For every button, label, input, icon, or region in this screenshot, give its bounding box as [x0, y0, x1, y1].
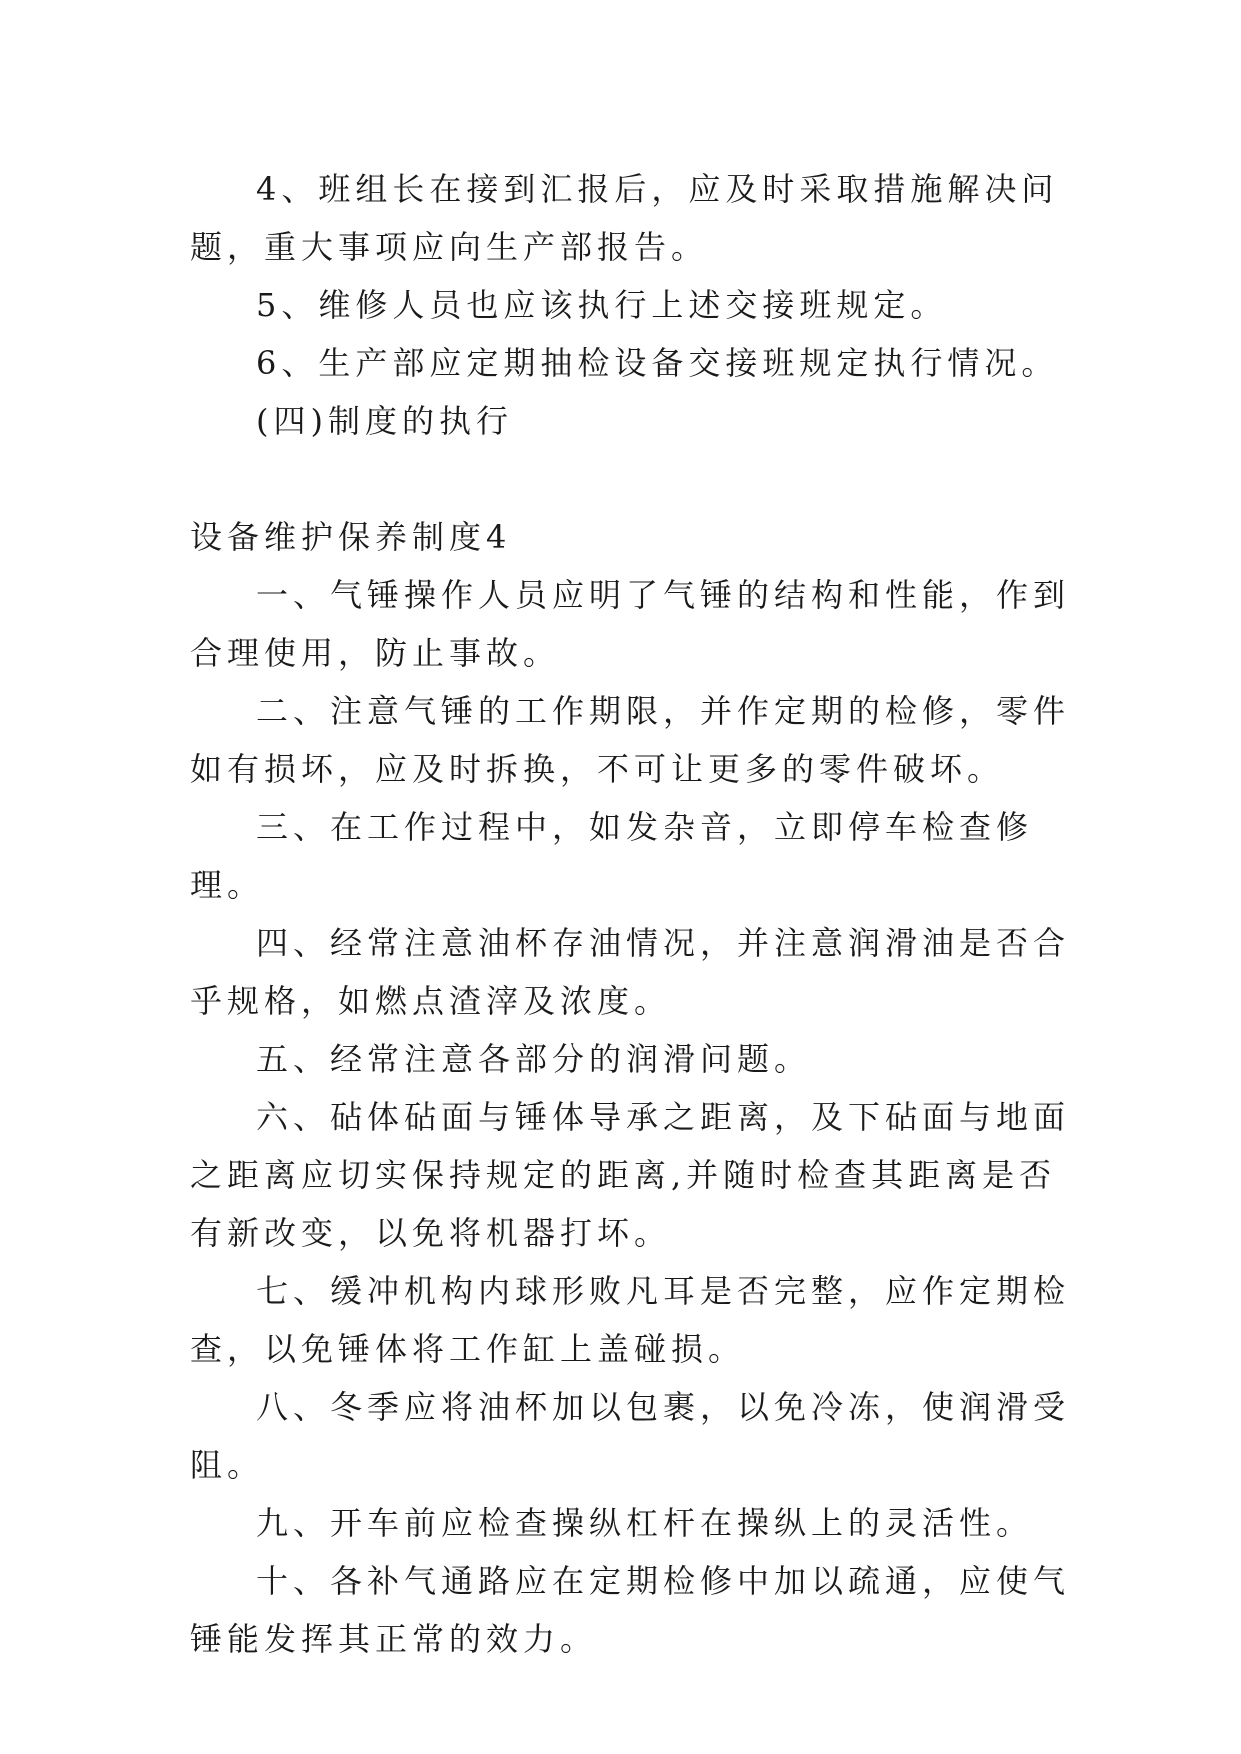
- rule-item-4: 四、经常注意油杯存油情况，并注意润滑油是否合乎规格，如燃点渣滓及浓度。: [190, 924, 1071, 1020]
- rule-item-1: 一、气锤操作人员应明了气锤的结构和性能，作到合理使用，防止事故。: [190, 576, 1071, 672]
- rule-item-3: 三、在工作过程中，如发杂音，立即停车检查修理。: [190, 808, 1034, 904]
- paragraph-item-4: 4、班组长在接到汇报后，应及时采取措施解决问题，重大事项应向生产部报告。: [190, 170, 1059, 266]
- rule-item-8: 八、冬季应将油杯加以包裹，以免冷冻，使润滑受阻。: [190, 1388, 1071, 1484]
- document-body: [190, 160, 1070, 1668]
- rule-item-10: 十、各补气通路应在定期检修中加以疏通，应使气锤能发挥其正常的效力。: [190, 1562, 1071, 1658]
- section-title: 设备维护保养制度4: [190, 518, 512, 556]
- rule-item-7: 七、缓冲机构内球形败凡耳是否完整，应作定期检查，以免锤体将工作缸上盖碰损。: [190, 1272, 1071, 1368]
- rule-item-9: 九、开车前应检查操纵杠杆在操纵上的灵活性。: [256, 1504, 1034, 1542]
- paragraph-item-6: 6、生产部应定期抽检设备交接班规定执行情况。: [256, 344, 1059, 382]
- section-spacer: [190, 450, 1070, 508]
- paragraph-item-5: 5、维修人员也应该执行上述交接班规定。: [256, 286, 948, 324]
- subsection-heading: (四)制度的执行: [256, 402, 513, 440]
- rule-item-5: 五、经常注意各部分的润滑问题。: [256, 1040, 812, 1078]
- rule-item-6: 六、砧体砧面与锤体导承之距离，及下砧面与地面之距离应切实保持规定的距离,并随时检查其距离是否有新改变，以免将机器打坏。: [190, 1098, 1071, 1252]
- rule-item-2: 二、注意气锤的工作期限，并作定期的检修，零件如有损坏，应及时拆换，不可让更多的零件破坏。: [190, 692, 1071, 788]
